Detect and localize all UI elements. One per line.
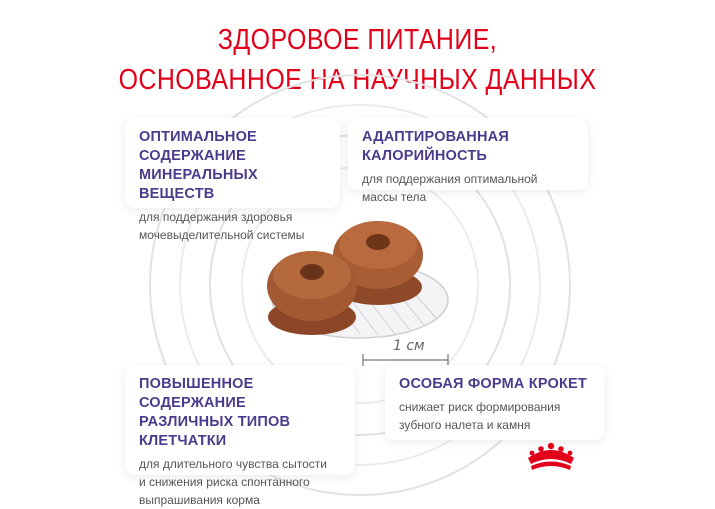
feature-card-fiber bbox=[125, 365, 355, 507]
scale-label: 1 см bbox=[393, 338, 425, 354]
feature-description: снижает риск формирования зубного налета и камня bbox=[399, 400, 561, 432]
page-title-line-2: ОСНОВАННОЕ НА НАУЧНЫХ ДАННЫХ bbox=[118, 64, 597, 96]
crown-icon bbox=[522, 440, 580, 474]
feature-card-kibble-shape bbox=[385, 365, 605, 440]
feature-title: ОСОБАЯ ФОРМА КРОКЕТ bbox=[399, 376, 587, 392]
feature-description: для поддержания здоровья мочевыделительной системы bbox=[139, 210, 305, 242]
kibble-front bbox=[267, 251, 357, 335]
page-title-line-1: ЗДОРОВОЕ ПИТАНИЕ, bbox=[217, 24, 498, 56]
feature-title: ПОВЫШЕННОЕ СОДЕРЖАНИЕ РАЗЛИЧНЫХ ТИПОВ КЛЕТЧАТКИ bbox=[139, 376, 291, 449]
feature-description: для длительного чувства сытости и снижения риска спонтанного выпрашивания корма bbox=[139, 457, 327, 507]
feature-title: ОПТИМАЛЬНОЕ СОДЕРЖАНИЕ МИНЕРАЛЬНЫХ ВЕЩЕСТВ bbox=[139, 129, 258, 202]
feature-card-minerals bbox=[125, 118, 340, 242]
feature-title: АДАПТИРОВАННАЯ КАЛОРИЙНОСТЬ bbox=[362, 129, 509, 164]
feature-card-calories bbox=[348, 118, 588, 204]
feature-description: для поддержания оптимальной массы тела bbox=[362, 172, 538, 204]
